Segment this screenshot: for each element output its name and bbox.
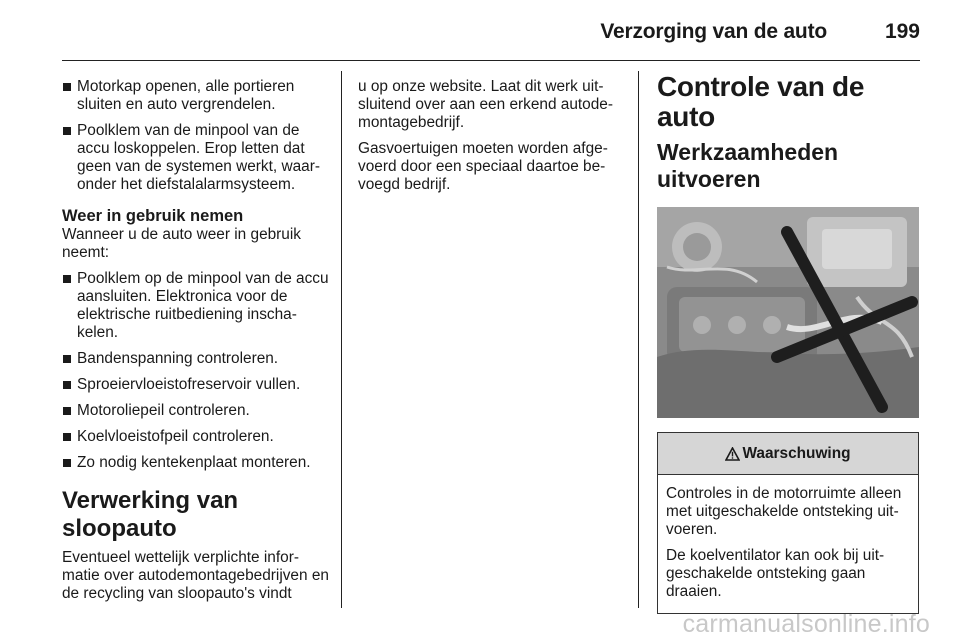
warning-text-fan: De koelventilator kan ook bij uit-geschakelde ontsteking gaan draaien. xyxy=(666,547,885,600)
warning-label: Waarschuwing xyxy=(742,444,851,462)
list-item: Poolklem op de minpool van de accu aansluiten. Elektronica voor de elektrische ruitbediening inscha-kelen. xyxy=(62,270,330,342)
warning-header xyxy=(658,433,918,475)
warning-triangle-icon xyxy=(725,447,740,461)
warning-box xyxy=(657,432,919,614)
column-divider-left xyxy=(341,71,342,608)
section-title-scrapping: Verwerking van sloopauto xyxy=(62,487,239,542)
restart-intro: Wanneer u de auto weer in gebruik neemt: xyxy=(62,226,301,261)
restart-steps-list xyxy=(62,270,330,472)
subheading-restart: Weer in gebruik nemen xyxy=(62,207,244,225)
column-two xyxy=(358,78,624,202)
list-item: Koelvloeistofpeil controleren. xyxy=(62,428,330,446)
header-divider xyxy=(62,60,920,61)
engine-bay-photo xyxy=(657,207,919,418)
page-number: 199 xyxy=(884,20,920,43)
list-item: Poolklem van de minpool van de accu loskoppelen. Erop letten dat geen van de systemen werkt, waar-onder het diefstalalarmsysteem. xyxy=(62,122,330,194)
warning-body xyxy=(658,475,918,613)
page-header-title: Verzorging van de auto xyxy=(600,20,827,43)
list-item: Sproeiervloeistofreservoir vullen. xyxy=(62,376,330,394)
list-item: Motorkap openen, alle portieren sluiten en auto vergrendelen. xyxy=(62,78,330,114)
scrapping-text: Eventueel wettelijk verplichte infor-matie over autodemontagebedrijven en de recycling van sloopauto's vindt xyxy=(62,549,329,602)
list-item: Zo nodig kentekenplaat monteren. xyxy=(62,454,330,472)
section-title-vehicle-check: Controle van de auto xyxy=(657,71,865,132)
column-three xyxy=(657,71,921,614)
warning-text-ignition: Controles in de motorruimte alleen met uitgeschakelde ontsteking uit-voeren. xyxy=(666,485,902,538)
subsection-title: Werkzaamheden uitvoeren xyxy=(657,139,839,192)
shutdown-steps-list xyxy=(62,78,330,194)
column-divider-right xyxy=(638,71,639,608)
list-item: Motoroliepeil controleren. xyxy=(62,402,330,420)
gas-vehicle-text: Gasvoertuigen moeten worden afge-voerd door een speciaal daartoe be-voegd bedrijf. xyxy=(358,140,608,193)
watermark: carmanualsonline.info xyxy=(682,610,930,638)
list-item: Bandenspanning controleren. xyxy=(62,350,330,368)
scrapping-text-continued: u op onze website. Laat dit werk uit-sluitend over aan een erkend autode-montagebedrijf. xyxy=(358,78,613,131)
column-one xyxy=(62,78,330,611)
